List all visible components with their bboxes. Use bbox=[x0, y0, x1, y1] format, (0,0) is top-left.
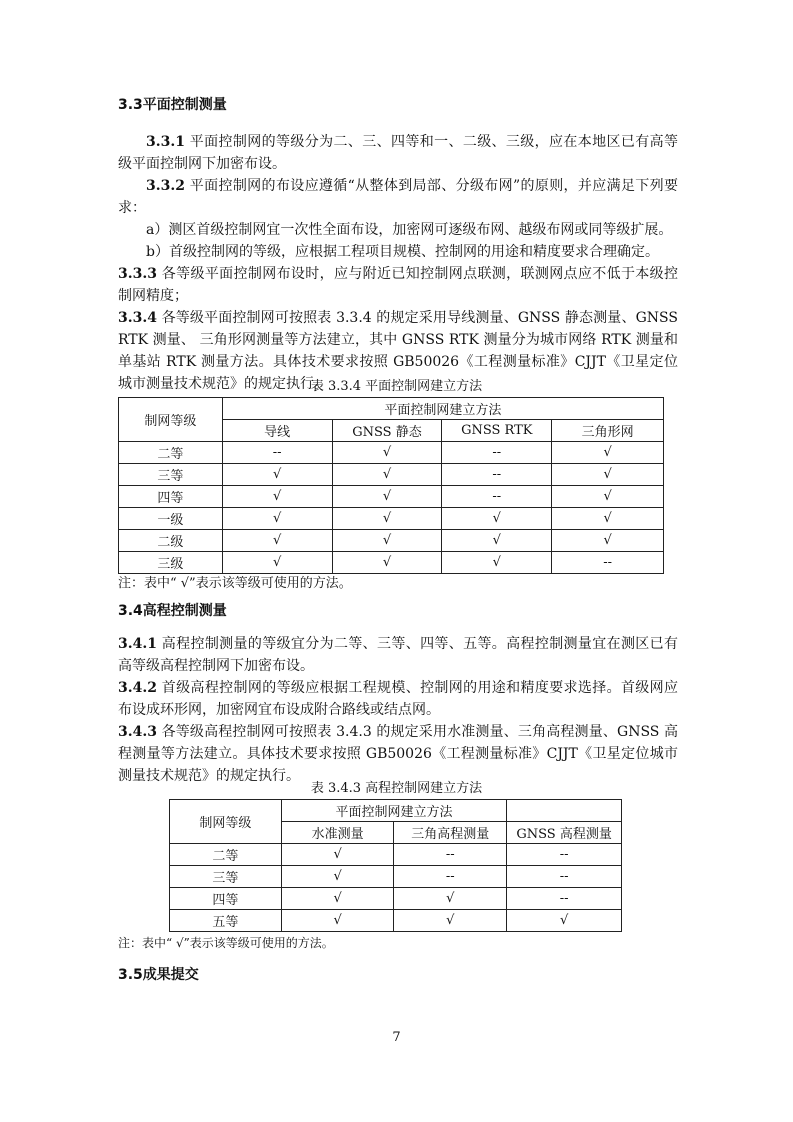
method-cell: √ bbox=[394, 910, 507, 932]
clause-text: 各等级高程控制网可按照表 3.4.3 的规定采用水准测量、三角高程测量、GNSS 高程测量等方法建立。具体技术要求按照 GB50026《工程测量标准》CJJT《卫星定位城市测量技术规范》的规定执行。 bbox=[118, 724, 678, 784]
method-cell: -- bbox=[394, 866, 507, 888]
method-cell: √ bbox=[222, 464, 332, 486]
grade-cell: 二级 bbox=[119, 530, 223, 552]
clause-number: 3.3.1 bbox=[146, 134, 185, 150]
paragraph-3-3-1 bbox=[118, 131, 678, 175]
page-number: 7 bbox=[392, 1030, 401, 1045]
method-cell: √ bbox=[552, 442, 664, 464]
method-cell: √ bbox=[332, 552, 442, 574]
group-header: 平面控制网建立方法 bbox=[222, 398, 663, 420]
paragraph-3-4-2 bbox=[118, 677, 678, 721]
table-3-4-3 bbox=[169, 799, 622, 932]
method-cell: -- bbox=[507, 888, 622, 910]
method-cell: √ bbox=[222, 552, 332, 574]
method-cell: √ bbox=[442, 530, 552, 552]
clause-number: 3.4.1 bbox=[118, 636, 157, 652]
table-3-3-4 bbox=[118, 397, 664, 574]
method-cell: √ bbox=[281, 866, 394, 888]
clause-text: 各等级平面控制网可按照表 3.3.4 的规定采用导线测量、GNSS 静态测量、GNSS RTK 测量、 三角形网测量等方法建立，其中 GNSS RTK 测量分为城市网络 RTK 测量和单基站 RTK 测量方法。具体技术要求按照 GB50026《工程测量标准》CJJT《卫星定位城市测量技术规范》的规定执行。 bbox=[118, 310, 678, 392]
table-row bbox=[119, 508, 664, 530]
column-header: 三角形网 bbox=[552, 420, 664, 442]
clause-number: 3.4.2 bbox=[118, 680, 157, 696]
column-header: GNSS RTK bbox=[442, 420, 552, 442]
method-cell: -- bbox=[442, 464, 552, 486]
group-header: 平面控制网建立方法 bbox=[281, 800, 506, 822]
clause-number: 3.3.2 bbox=[146, 178, 185, 194]
table-note-3-4-3: 注：表中“ √”表示该等级可使用的方法。 bbox=[118, 936, 334, 950]
table-row bbox=[119, 530, 664, 552]
table-row bbox=[170, 888, 622, 910]
method-cell: √ bbox=[332, 442, 442, 464]
method-cell: √ bbox=[281, 888, 394, 910]
grade-cell: 五等 bbox=[170, 910, 282, 932]
grade-header: 制网等级 bbox=[119, 398, 223, 442]
table-row bbox=[170, 866, 622, 888]
table-caption-3-4-3: 表 3.4.3 高程控制网建立方法 bbox=[310, 781, 483, 796]
grade-cell: 二等 bbox=[170, 844, 282, 866]
paragraph-3-4-3 bbox=[118, 721, 678, 787]
grade-cell: 四等 bbox=[119, 486, 223, 508]
grade-cell: 四等 bbox=[170, 888, 282, 910]
clause-number: 3.3.3 bbox=[118, 266, 157, 282]
method-cell: -- bbox=[442, 486, 552, 508]
method-cell: √ bbox=[442, 508, 552, 530]
table-row bbox=[170, 910, 622, 932]
column-header: 导线 bbox=[222, 420, 332, 442]
clause-text: 首级高程控制网的等级应根据工程规模、控制网的用途和精度要求选择。首级网应布设成环形网，加密网宜布设成附合路线或结点网。 bbox=[118, 680, 678, 718]
method-cell: -- bbox=[442, 442, 552, 464]
table-row bbox=[119, 464, 664, 486]
method-cell: √ bbox=[332, 486, 442, 508]
table-row bbox=[119, 552, 664, 574]
method-cell: √ bbox=[222, 486, 332, 508]
clause-text: 平面控制网的等级分为二、三、四等和一、二级、三级，应在本地区已有高等级平面控制网下加密布设。 bbox=[118, 134, 678, 172]
method-cell: -- bbox=[222, 442, 332, 464]
method-cell: √ bbox=[552, 530, 664, 552]
clause-text: 平面控制网的布设应遵循“从整体到局部、分级布网”的原则，并应满足下列要求： bbox=[118, 178, 678, 216]
paragraph-3-4-1 bbox=[118, 633, 678, 677]
column-header: 三角高程测量 bbox=[394, 822, 507, 844]
column-header: 水准测量 bbox=[281, 822, 394, 844]
table-caption-3-3-4: 表 3.3.4 平面控制网建立方法 bbox=[310, 379, 483, 394]
method-cell: √ bbox=[552, 508, 664, 530]
grade-cell: 一级 bbox=[119, 508, 223, 530]
section-heading-3-5: 3.5成果提交 bbox=[118, 967, 199, 983]
clause-number: 3.3.4 bbox=[118, 310, 157, 326]
empty-header-cell bbox=[507, 800, 622, 822]
clause-text: 各等级平面控制网布设时，应与附近已知控制网点联测，联测网点应不低于本级控制网精度； bbox=[118, 266, 678, 304]
method-cell: √ bbox=[552, 464, 664, 486]
grade-cell: 三等 bbox=[119, 464, 223, 486]
method-cell: √ bbox=[507, 910, 622, 932]
grade-cell: 三级 bbox=[119, 552, 223, 574]
paragraph-3-3-3 bbox=[118, 263, 678, 307]
method-cell: -- bbox=[552, 552, 664, 574]
method-cell: √ bbox=[332, 530, 442, 552]
grade-header: 制网等级 bbox=[170, 800, 282, 844]
method-cell: √ bbox=[222, 508, 332, 530]
table-row bbox=[170, 844, 622, 866]
method-cell: -- bbox=[394, 844, 507, 866]
method-cell: √ bbox=[394, 888, 507, 910]
method-cell: √ bbox=[281, 910, 394, 932]
method-cell: √ bbox=[552, 486, 664, 508]
table-row bbox=[119, 442, 664, 464]
table-row bbox=[119, 486, 664, 508]
table-note-3-3-4: 注：表中“ √”表示该等级可使用的方法。 bbox=[118, 576, 352, 591]
grade-cell: 三等 bbox=[170, 866, 282, 888]
method-cell: √ bbox=[332, 464, 442, 486]
method-cell: -- bbox=[507, 866, 622, 888]
grade-cell: 二等 bbox=[119, 442, 223, 464]
list-item-a: a）测区首级控制网宜一次性全面布设，加密网可逐级布网、越级布网或同等级扩展。 bbox=[146, 222, 673, 238]
clause-number: 3.4.3 bbox=[118, 724, 157, 740]
clause-text: 高程控制测量的等级宜分为二等、三等、四等、五等。高程控制测量宜在测区已有高等级高程控制网下加密布设。 bbox=[118, 636, 678, 674]
column-header: GNSS 静态 bbox=[332, 420, 442, 442]
column-header: GNSS 高程测量 bbox=[507, 822, 622, 844]
method-cell: √ bbox=[222, 530, 332, 552]
list-item-b: b）首级控制网的等级，应根据工程项目规模、控制网的用途和精度要求合理确定。 bbox=[146, 244, 659, 260]
method-cell: -- bbox=[507, 844, 622, 866]
section-heading-3-4: 3.4高程控制测量 bbox=[118, 603, 227, 619]
method-cell: √ bbox=[281, 844, 394, 866]
method-cell: √ bbox=[442, 552, 552, 574]
section-heading-3-3: 3.3平面控制测量 bbox=[118, 97, 227, 113]
method-cell: √ bbox=[332, 508, 442, 530]
paragraph-3-3-2 bbox=[118, 175, 678, 219]
